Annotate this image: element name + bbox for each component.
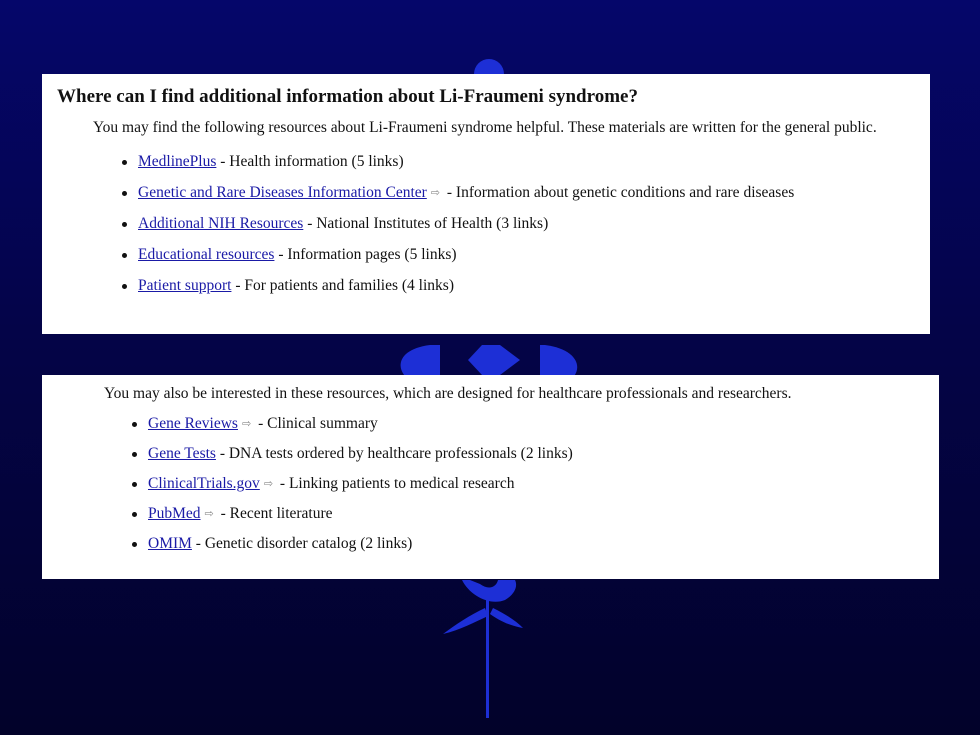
item-description: - DNA tests ordered by healthcare professionals (2 links) [215, 445, 573, 462]
professional-resources-panel [42, 375, 939, 579]
list-item [148, 414, 923, 434]
list-item [148, 504, 923, 524]
list-item [138, 245, 914, 265]
external-link-icon: ⇨ [430, 186, 441, 199]
item-description: - National Institutes of Health (3 links) [303, 215, 549, 232]
list-item [148, 474, 923, 494]
patient-support-link[interactable]: Patient support [138, 277, 232, 294]
pubmed-link[interactable]: PubMed [148, 505, 201, 522]
item-description: - Linking patients to medical research [276, 475, 515, 492]
educational-resources-link[interactable]: Educational resources [138, 246, 275, 263]
item-description: - Health information (5 links) [216, 153, 404, 170]
external-link-icon: ⇨ [204, 507, 214, 520]
item-description: - Clinical summary [254, 415, 378, 432]
item-description: - Genetic disorder catalog (2 links) [191, 535, 413, 552]
item-description: - Information about genetic conditions and rare diseases [443, 184, 795, 201]
general-resources-intro: You may find the following resources about Li-Fraumeni syndrome helpful. These materials are written for the general public. [93, 119, 877, 136]
omim-link[interactable]: OMIM [148, 535, 192, 552]
gene-tests-link[interactable]: Gene Tests [148, 445, 216, 462]
list-item [148, 444, 923, 464]
item-description: - Information pages (5 links) [274, 246, 457, 263]
item-description: - Recent literature [216, 505, 333, 522]
external-link-icon: ⇨ [263, 477, 274, 490]
clinicaltrials-link[interactable]: ClinicalTrials.gov [148, 475, 260, 492]
gene-reviews-link[interactable]: Gene Reviews [148, 415, 238, 432]
professional-resources-intro: You may also be interested in these resources, which are designed for healthcare professionals and researchers. [104, 385, 792, 402]
list-item [138, 152, 914, 172]
medlineplus-link[interactable]: MedlinePlus [138, 153, 217, 170]
external-link-icon: ⇨ [241, 417, 252, 430]
nih-resources-link[interactable]: Additional NIH Resources [138, 215, 304, 232]
list-item [138, 214, 914, 234]
general-resources-panel [42, 74, 930, 334]
section-heading: Where can I find additional information about Li-Fraumeni syndrome? [57, 86, 638, 107]
item-description: - For patients and families (4 links) [231, 277, 454, 294]
list-item [138, 183, 914, 203]
professional-resources-list [104, 414, 923, 554]
list-item [148, 534, 923, 554]
list-item [138, 276, 914, 296]
general-resources-list [57, 152, 914, 296]
gard-link[interactable]: Genetic and Rare Diseases Information Center [138, 184, 427, 201]
